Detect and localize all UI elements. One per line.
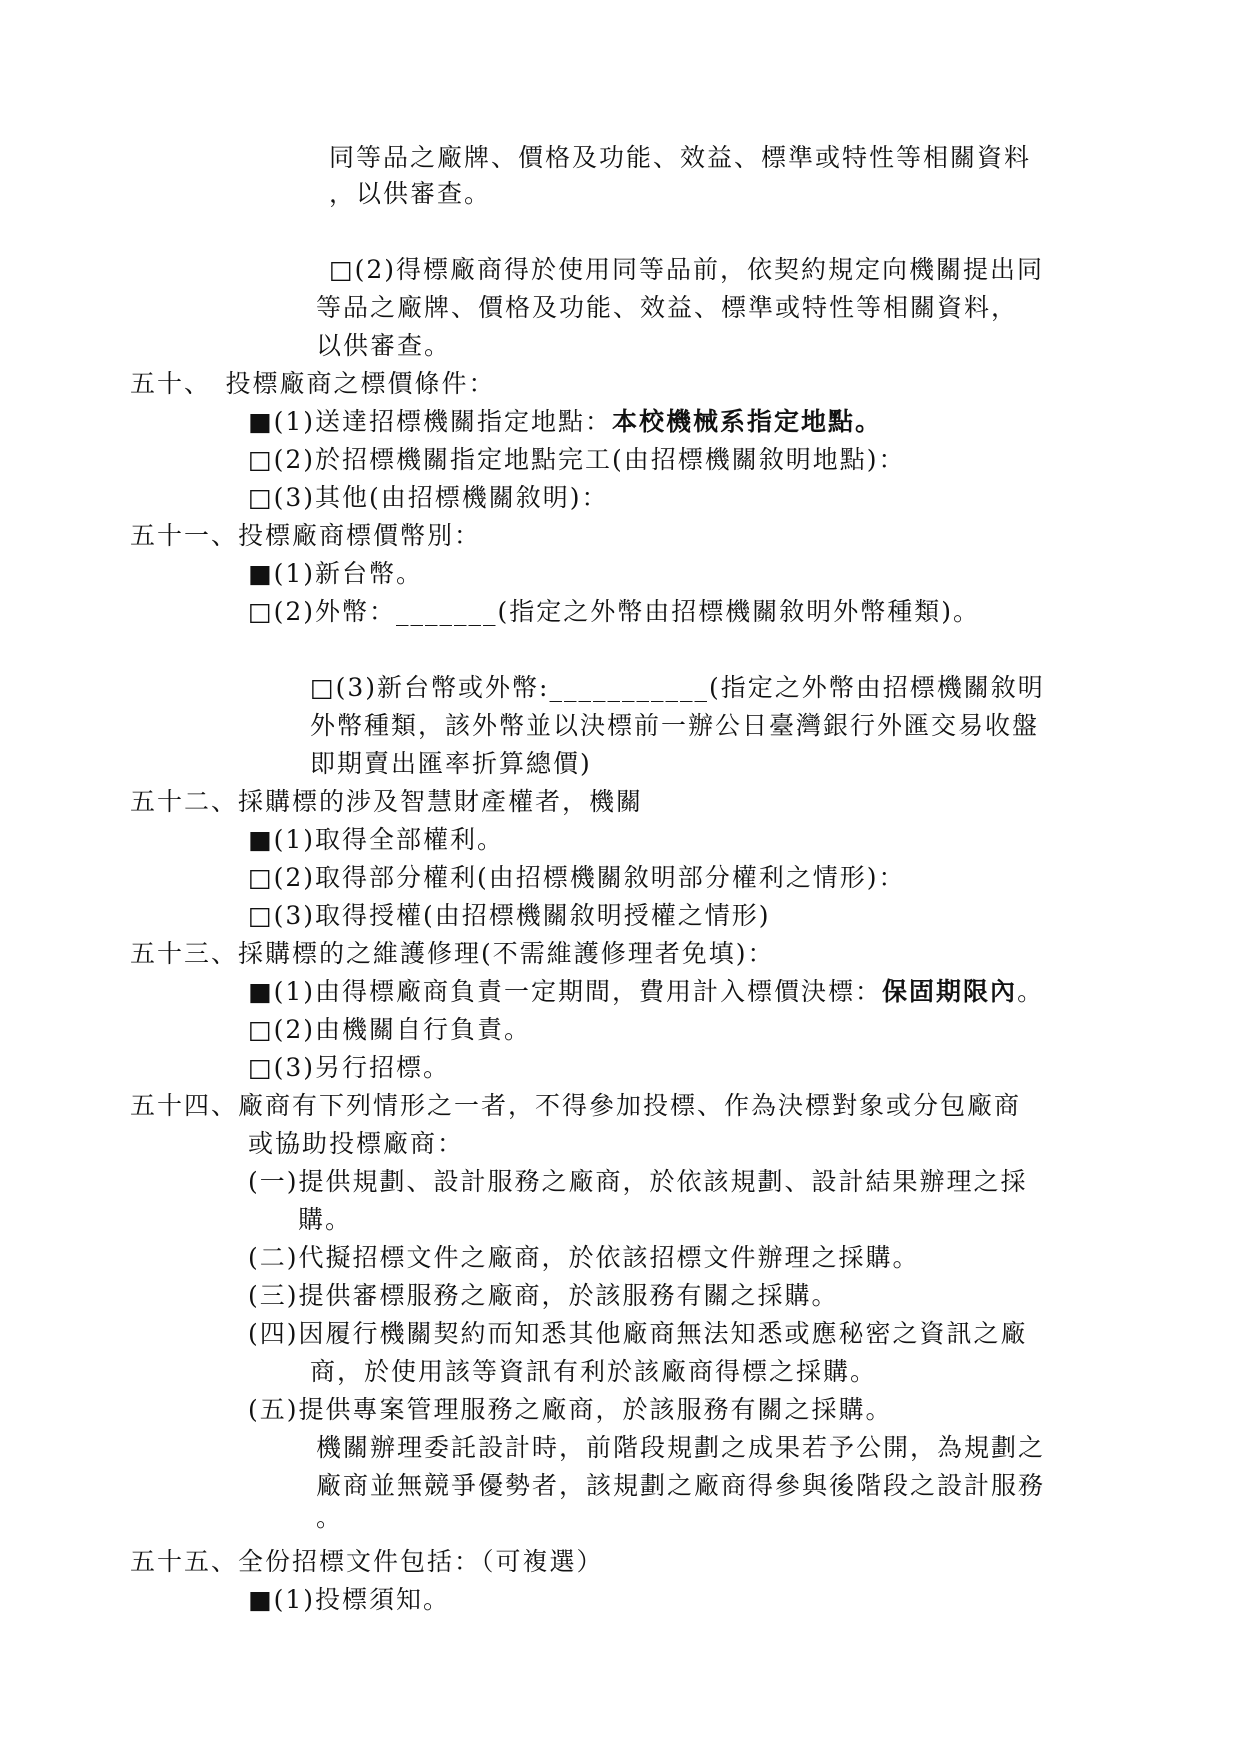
checkbox-line: ■(1)投標須知。	[248, 1585, 451, 1614]
section-heading: 五十、 投標廠商之標價條件：	[130, 369, 496, 398]
section-heading: 五十四、廠商有下列情形之一者，不得參加投標、作為決標對象或分包廠商	[130, 1091, 1022, 1120]
option-label: ■(1)送達招標機關指定地點：	[248, 407, 613, 436]
checkbox-line	[248, 404, 882, 440]
list-item: (四)因履行機關契約而知悉其他廠商無法知悉或應秘密之資訊之廠	[248, 1319, 1028, 1348]
text-line: 商，於使用該等資訊有利於該廠商得標之採購。	[310, 1357, 878, 1386]
text-line: 。	[316, 1503, 344, 1532]
bold-value: 本校機械系指定地點。	[612, 407, 883, 436]
checkbox-line: □(3)新台幣或外幣:___________(指定之外幣由招標機關敘明	[310, 673, 1045, 702]
checkbox-line	[248, 974, 1044, 1010]
text-line: 以供審查。	[316, 331, 452, 360]
checkbox-line: ■(1)新台幣。	[248, 559, 424, 588]
text-line: 機關辦理委託設計時，前階段規劃之成果若予公開，為規劃之	[316, 1433, 1046, 1462]
section-heading: 五十五、全份招標文件包括：（可複選）	[130, 1547, 604, 1576]
list-item: (二)代擬招標文件之廠商，於依該招標文件辦理之採購。	[248, 1243, 920, 1272]
section-heading: 五十一、投標廠商標價幣別：	[130, 521, 482, 550]
checkbox-line: □(2)外幣：_______(指定之外幣由招標機關敘明外幣種類)。	[248, 597, 981, 626]
section-heading: 五十三、採購標的之維護修理(不需維護修理者免填)：	[130, 939, 775, 968]
checkbox-line: □(2)得標廠商得於使用同等品前，依契約規定向機關提出同	[329, 255, 1045, 284]
text-line: ，以供審查。	[329, 179, 492, 208]
text-line: 或協助投標廠商：	[248, 1129, 465, 1158]
checkbox-line: □(3)取得授權(由招標機關敘明授權之情形)	[248, 901, 771, 930]
checkbox-line: □(2)於招標機關指定地點完工(由招標機關敘明地點)：	[248, 445, 906, 474]
option-label: ■(1)由得標廠商負責一定期間，費用計入標價決標：	[248, 977, 883, 1006]
checkbox-line: □(3)另行招標。	[248, 1053, 451, 1082]
bold-value: 保固期限內	[882, 977, 1018, 1006]
list-item: (三)提供審標服務之廠商，於該服務有關之採購。	[248, 1281, 839, 1310]
text-line: 外幣種類，該外幣並以決標前一辦公日臺灣銀行外匯交易收盤	[310, 711, 1040, 740]
option-tail: 。	[1017, 977, 1045, 1006]
list-item: (一)提供規劃、設計服務之廠商，於依該規劃、設計結果辦理之採	[248, 1167, 1028, 1196]
text-line: 即期賣出匯率折算總價)	[310, 749, 592, 778]
text-line: 同等品之廠牌、價格及功能、效益、標準或特性等相關資料	[329, 143, 1032, 172]
section-heading: 五十二、採購標的涉及智慧財產權者，機關	[130, 787, 644, 816]
checkbox-line: □(2)由機關自行負責。	[248, 1015, 532, 1044]
text-line: 購。	[298, 1205, 353, 1234]
checkbox-line: □(2)取得部分權利(由招標機關敘明部分權利之情形)：	[248, 863, 906, 892]
list-item: (五)提供專案管理服務之廠商，於該服務有關之採購。	[248, 1395, 893, 1424]
text-line: 廠商並無競爭優勢者，該規劃之廠商得參與後階段之設計服務	[316, 1471, 1046, 1500]
checkbox-line: □(3)其他(由招標機關敘明)：	[248, 483, 609, 512]
text-line: 等品之廠牌、價格及功能、效益、標準或特性等相關資料，	[316, 293, 1019, 322]
checkbox-line: ■(1)取得全部權利。	[248, 825, 505, 854]
